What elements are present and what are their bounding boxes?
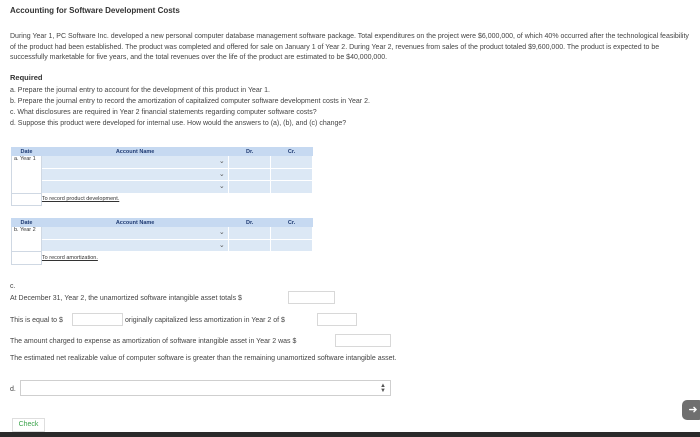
col-cr-header: Cr.: [271, 219, 313, 227]
table-row: [12, 168, 313, 181]
unamortized-total-input[interactable]: [288, 291, 335, 304]
chevron-down-icon: ⌄: [218, 170, 225, 178]
account-select[interactable]: [41, 239, 228, 252]
cr-input[interactable]: [271, 227, 313, 240]
required-list: [10, 85, 370, 129]
chevron-down-icon: ⌄: [218, 241, 225, 249]
select-arrows-icon: ▲ ▼: [380, 383, 386, 394]
problem-statement: During Year 1, PC Software Inc. developed a new personal computer database management software package. Total expenditures on the project were $6,000,000, of which 40% occurred after the technological feasibility of the product had been established. The product was completed and offered for sale on January 1 of Year 2. During Year 2, revenues from sales of the product totaled $9,600,000. The product is expected to be successfully marketable for five years, and the total revenues over the life of the product are estimated to be $40,000,000.: [10, 33, 689, 61]
account-select[interactable]: [41, 227, 228, 240]
required-item-a: a. Prepare the journal entry to account for the development of this product in Year 1.: [10, 87, 270, 94]
chevron-down-icon: ⌄: [218, 183, 225, 190]
col-date-header: Date: [12, 148, 42, 156]
cr-input[interactable]: [271, 239, 313, 252]
col-account-header: Account Name: [41, 148, 228, 156]
memo-text: To record amortization.: [41, 252, 312, 265]
col-dr-header: Dr.: [229, 148, 271, 156]
col-account-header: Account Name: [41, 219, 228, 227]
col-date-header: Date: [12, 219, 42, 227]
date-cell: b. Year 2: [12, 227, 42, 252]
cr-input[interactable]: [271, 156, 313, 169]
table-row: [12, 181, 313, 194]
part-d-label: d.: [10, 386, 16, 393]
part-c-line1: At December 31, Year 2, the unamortized software intangible asset totals $: [10, 295, 242, 302]
col-cr-header: Cr.: [271, 148, 313, 156]
journal-table-a: [11, 147, 313, 206]
table-row: [12, 239, 313, 252]
table-row: [12, 227, 313, 240]
required-item-b: b. Prepare the journal entry to record the amortization of capitalized computer software development costs in Year 2.: [10, 98, 370, 105]
bottom-bar: [0, 432, 700, 437]
cr-input[interactable]: [271, 168, 313, 181]
account-select[interactable]: [41, 168, 228, 181]
journal-table-b: [11, 218, 313, 265]
dr-input[interactable]: [229, 239, 271, 252]
chevron-down-icon: ⌄: [218, 229, 225, 236]
date-cell: a. Year 1: [12, 156, 42, 194]
required-item-c: c. What disclosures are required in Year 2 financial statements regarding computer software costs?: [10, 109, 317, 116]
check-button[interactable]: Check: [12, 418, 45, 432]
capitalized-amount-input[interactable]: [72, 313, 123, 326]
memo-text: To record product development.: [41, 193, 312, 206]
dr-input[interactable]: [229, 168, 271, 181]
amortization-amount-input[interactable]: [317, 313, 357, 326]
account-select[interactable]: [41, 181, 228, 194]
part-c-line2a: This is equal to $: [10, 317, 63, 324]
dr-input[interactable]: [229, 156, 271, 169]
part-c-label: c.: [10, 283, 16, 290]
required-item-d: d. Suppose this product were developed for internal use. How would the answers to (a), (b), and (c) change?: [10, 120, 347, 127]
part-c-line3: The amount charged to expense as amortization of software intangible asset in Year 2 was $: [10, 338, 297, 345]
cr-input[interactable]: [271, 181, 313, 194]
arrow-up-icon[interactable]: ➜: [682, 400, 700, 420]
amortization-expense-input[interactable]: [335, 334, 391, 347]
page-title: Accounting for Software Development Costs: [10, 6, 180, 15]
part-c-line4: The estimated net realizable value of computer software is greater than the remaining unamortized software intangible asset.: [10, 355, 397, 362]
required-heading: Required: [10, 73, 43, 82]
account-select[interactable]: [41, 156, 228, 169]
col-dr-header: Dr.: [229, 219, 271, 227]
part-c-line2b: originally capitalized less amortization in Year 2 of $: [125, 317, 285, 324]
dr-input[interactable]: [229, 181, 271, 194]
part-d-select[interactable]: [20, 380, 391, 396]
table-row: [12, 156, 313, 169]
chevron-down-icon: ⌄: [218, 158, 225, 165]
dr-input[interactable]: [229, 227, 271, 240]
